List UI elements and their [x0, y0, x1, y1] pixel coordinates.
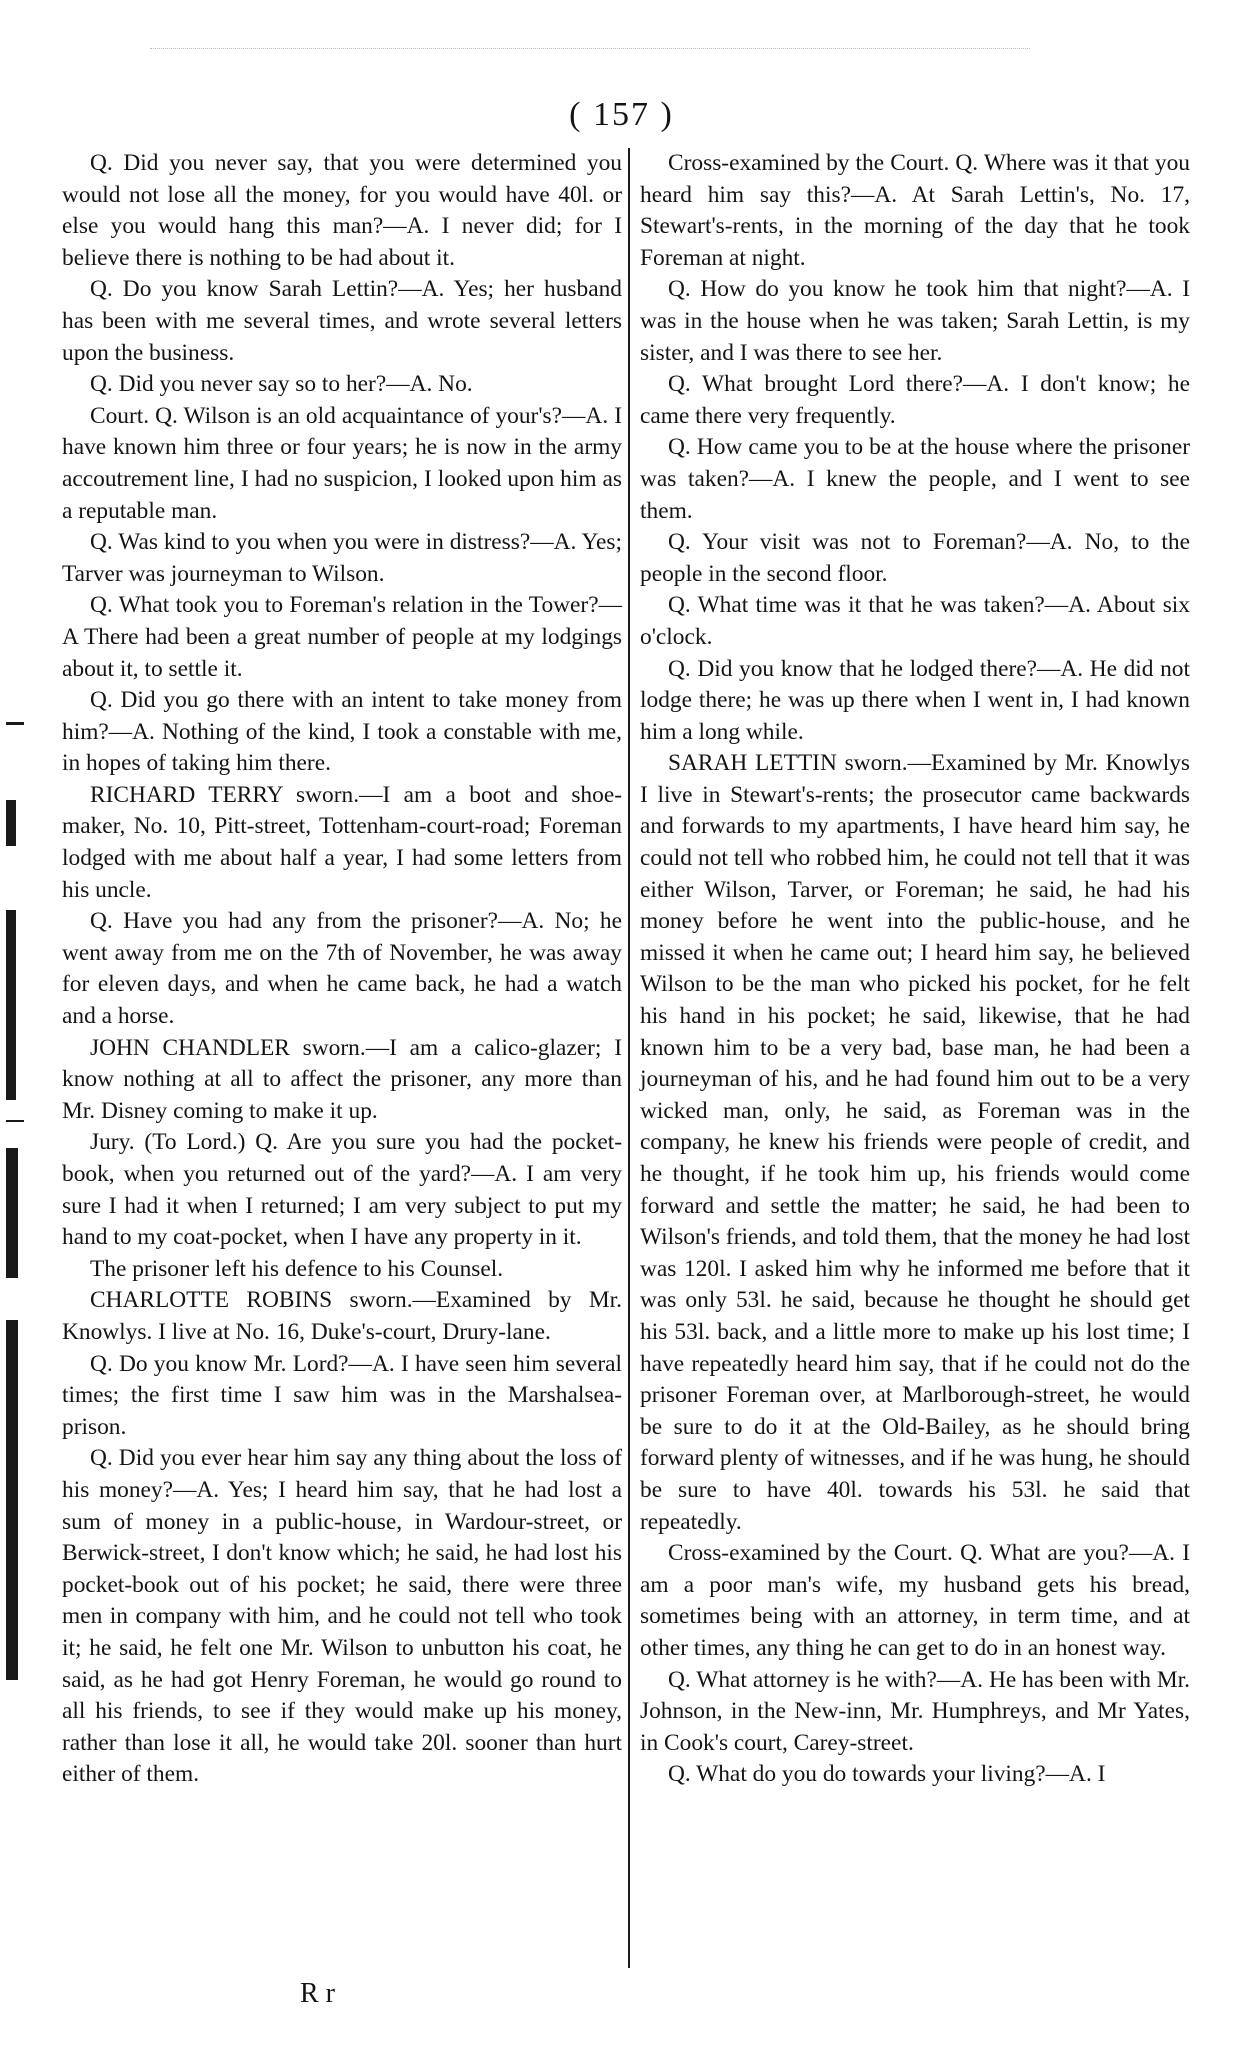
paragraph: Q. Was kind to you when you were in distress?—A. Yes; Tarver was journeyman to Wilson. — [62, 529, 622, 587]
paragraph: Jury. (To Lord.) Q. Are you sure you had the pocket-book, when you returned out of the yard?—A. I am very sure I had it when I returned; I am very subject to put my hand to my coat-pocket, when I have any property in it. — [62, 1129, 622, 1251]
paragraph: Q. How came you to be at the house where the prisoner was taken?—A. I knew the people, and I went to see them. — [640, 434, 1190, 524]
signature-mark: R r — [300, 1978, 335, 2009]
binding-mark — [6, 910, 16, 1100]
paragraph: Q. Do you know Mr. Lord?—A. I have seen him several times; the first time I saw him was in the Marshalsea-prison. — [62, 1350, 622, 1440]
paragraph: The prisoner left his defence to his Counsel. — [90, 1255, 504, 1282]
binding-mark — [6, 1320, 18, 1680]
paragraph: Cross-examined by the Court. Q. Where was it that you heard him say this?—A. At Sarah Lettin's, No. 17, Stewart's-rents, in the morning of the day that he took Foreman at night. — [640, 150, 1190, 271]
binding-mark — [6, 800, 16, 846]
paragraph: Q. Have you had any from the prisoner?—A. No; he went away from me on the 7th of November, he was away for eleven days, and when he came back, he had a watch and a horse. — [62, 908, 622, 1030]
binding-mark — [6, 1120, 24, 1122]
scan-artifact — [150, 48, 1030, 57]
right-column — [640, 148, 1190, 1791]
paragraph: Q. Did you ever hear him say any thing about the loss of his money?—A. Yes; I heard him say, that he had lost a sum of money in a public-house, in Wardour-street, or Berwick-street, I don't know which; he said, he had lost his pocket-book out of his pocket; he said, there were three men in company with him, and he could not tell who took it; he said, he felt one Mr. Wilson to unbutton his coat, he said, as he had got Henry Foreman, he would go round to all his friends, to see if they would make up his money, rather than lose it all, he would take 20l. sooner than hurt either of them. — [62, 1445, 622, 1788]
paragraph: Q. Did you go there with an intent to take money from him?—A. Nothing of the kind, I took a constable with me, in hopes of taking him there. — [62, 687, 622, 777]
paragraph: CHARLOTTE ROBINS sworn.—Examined by Mr. Knowlys. I live at No. 16, Duke's-court, Drury-lane. — [62, 1287, 622, 1345]
paragraph: Q. What do you do towards your living?—A. I — [668, 1761, 1106, 1788]
paragraph: Q. Your visit was not to Foreman?—A. No, to the people in the second floor. — [640, 529, 1190, 587]
binding-mark — [6, 722, 24, 725]
paragraph: Q. What time was it that he was taken?—A. About six o'clock. — [640, 592, 1190, 650]
paragraph: Q. What attorney is he with?—A. He has been with Mr. Johnson, in the New-inn, Mr. Humphreys, and Mr Yates, in Cook's court, Carey-street. — [640, 1666, 1190, 1756]
paragraph: Q. Did you never say so to her?—A. No. — [90, 371, 473, 398]
paragraph: Q. How do you know he took him that night?—A. I was in the house when he was taken; Sarah Lettin, is my sister, and I was there to see her. — [640, 276, 1190, 366]
paragraph: Court. Q. Wilson is an old acquaintance of your's?—A. I have known him three or four years; he is now in the army accoutrement line, I had no suspicion, I looked upon him as a reputable man. — [62, 402, 622, 524]
paragraph: Q. Did you know that he lodged there?—A. He did not lodge there; he was up there when I went in, I had known him a long while. — [640, 655, 1190, 745]
binding-mark — [6, 1148, 18, 1278]
paragraph: SARAH LETTIN sworn.—Examined by Mr. Knowlys I live in Stewart's-rents; the prosecutor came backwards and forwards to my apartments, I have heard him say, he could not tell who robbed him, he could not tell that it was either Wilson, Tarver, or Foreman; he said, he had his money before he went into the public-house, and he missed it when he came out; I heard him say, he believed Wilson to be the man who picked his pocket, for he felt his hand in his pocket; he said, likewise, that he had known him to be a very bad, base man, he had been a journeyman of his, and he had found him out to be a very wicked man, only, he said, as Foreman was in the company, he knew his friends were people of credit, and he thought, if he took him up, his friends would come forward and settle the matter; he said, he had been to Wilson's friends, and told them, that the money he had lost was 120l. I asked him why he informed me before that it was only 53l. he said, because he thought he should get his 53l. back, and a little more to make up his lost time; I have repeatedly heard him say, that if he could not do the prisoner Foreman over, at Marlborough-street, he would be sure to do it at the Old-Bailey, as he should bring forward plenty of witnesses, and if he was hung, he should be sure to have 40l. towards his 53l. he said that repeatedly. — [640, 750, 1190, 1535]
paragraph: Q. Do you know Sarah Lettin?—A. Yes; her husband has been with me several times, and wrote several letters upon the business. — [62, 276, 622, 366]
paragraph: JOHN CHANDLER sworn.—I am a calico-glazer; I know nothing at all to affect the prisoner, any more than Mr. Disney coming to make it up. — [62, 1034, 622, 1124]
page-number: ( 157 ) — [569, 96, 674, 133]
paragraph: Q. What brought Lord there?—A. I don't know; he came there very frequently. — [640, 371, 1190, 429]
paragraph: Cross-examined by the Court. Q. What are you?—A. I am a poor man's wife, my husband gets his bread, sometimes being with an attorney, in term time, and at other times, any thing he can get to do in an honest way. — [640, 1540, 1190, 1661]
paragraph: Q. What took you to Foreman's relation in the Tower?—A There had been a great number of people at my lodgings about it, to settle it. — [62, 592, 622, 682]
left-column — [62, 148, 622, 1791]
column-divider — [628, 148, 630, 1968]
paragraph: Q. Did you never say, that you were determined you would not lose all the money, for you would have 40l. or else you would hang this man?—A. I never did; for I believe there is nothing to be had about it. — [62, 150, 622, 271]
paragraph: RICHARD TERRY sworn.—I am a boot and shoe-maker, No. 10, Pitt-street, Tottenham-court-road; Foreman lodged with me about half a year, I had some letters from his uncle. — [62, 781, 622, 903]
